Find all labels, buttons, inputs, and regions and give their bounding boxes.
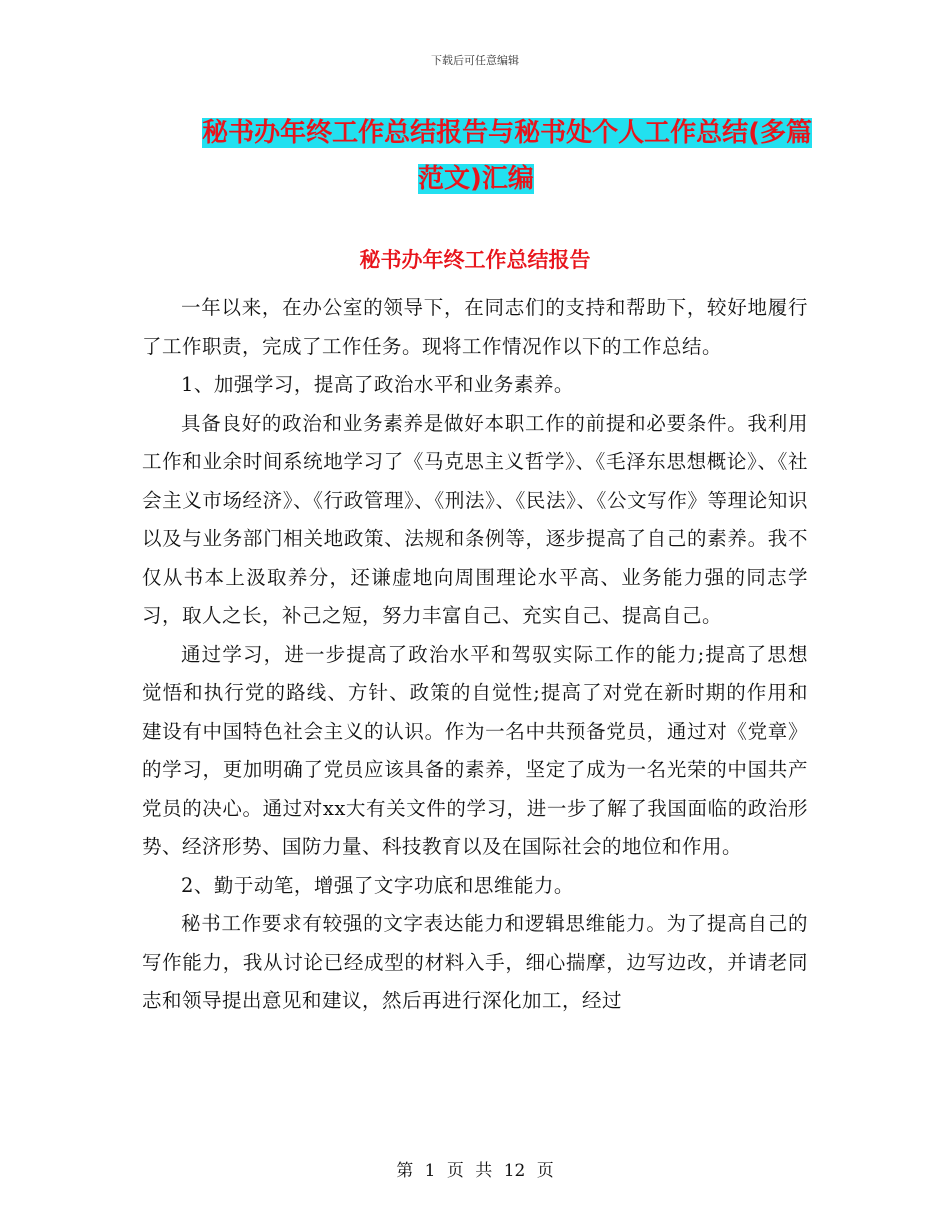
document-title-line-2-text: 范文)汇编 — [418, 164, 534, 194]
section-title: 秘书办年终工作总结报告 — [359, 248, 591, 272]
document-title-line-1 — [140, 110, 820, 156]
header-note: 下载后可任意编辑 — [431, 54, 519, 67]
document-title-line-2 — [140, 156, 820, 202]
paragraph: 具备良好的政治和业务素养是做好本职工作的前提和必要条件。我利用工作和业余时间系统地学习了《马克思主义哲学》、《毛泽东思想概论》、《社会主义市场经济》、《行政管理》、《刑法》、《民法》、《公文写作》等理论知识以及与业务部门相关地政策、法规和条例等，逐步提高了自己的素养。我不仅从书本上汲取养分，还谦虚地向周围理论水平高、业务能力强的同志学习，取人之长，补己之短，努力丰富自己、充实自己、提高自己。 — [142, 411, 808, 627]
paragraph: 通过学习，进一步提高了政治水平和驾驭实际工作的能力;提高了思想觉悟和执行党的路线、方针、政策的自觉性;提高了对党在新时期的作用和建设有中国特色社会主义的认识。作为一名中共预备党员，通过对《党章》的学习，更加明确了党员应该具备的素养，坚定了成为一名光荣的中国共产党员的决心。通过对xx大有关文件的学习，进一步了解了我国面临的政治形势、经济形势、国防力量、科技教育以及在国际社会的地位和作用。 — [142, 642, 808, 858]
page-footer: 第 1 页 共 12 页 — [396, 1161, 554, 1181]
document-title — [140, 110, 820, 202]
paragraph: 秘书工作要求有较强的文字表达能力和逻辑思维能力。为了提高自己的写作能力，我从讨论已经成型的材料入手，细心揣摩，边写边改，并请老同志和领导提出意见和建议，然后再进行深化加工，经过 — [142, 912, 808, 1012]
paragraph: 2、勤于动笔，增强了文字功底和思维能力。 — [181, 873, 574, 897]
paragraph: 1、加强学习，提高了政治水平和业务素养。 — [181, 373, 574, 396]
paragraph: 一年以来，在办公室的领导下，在同志们的支持和帮助下，较好地履行了工作职责，完成了工作任务。现将工作情况作以下的工作总结。 — [142, 296, 808, 358]
body-text — [142, 289, 808, 1021]
document-title-line-1-text: 秘书办年终工作总结报告与秘书处个人工作总结(多篇 — [202, 118, 812, 148]
